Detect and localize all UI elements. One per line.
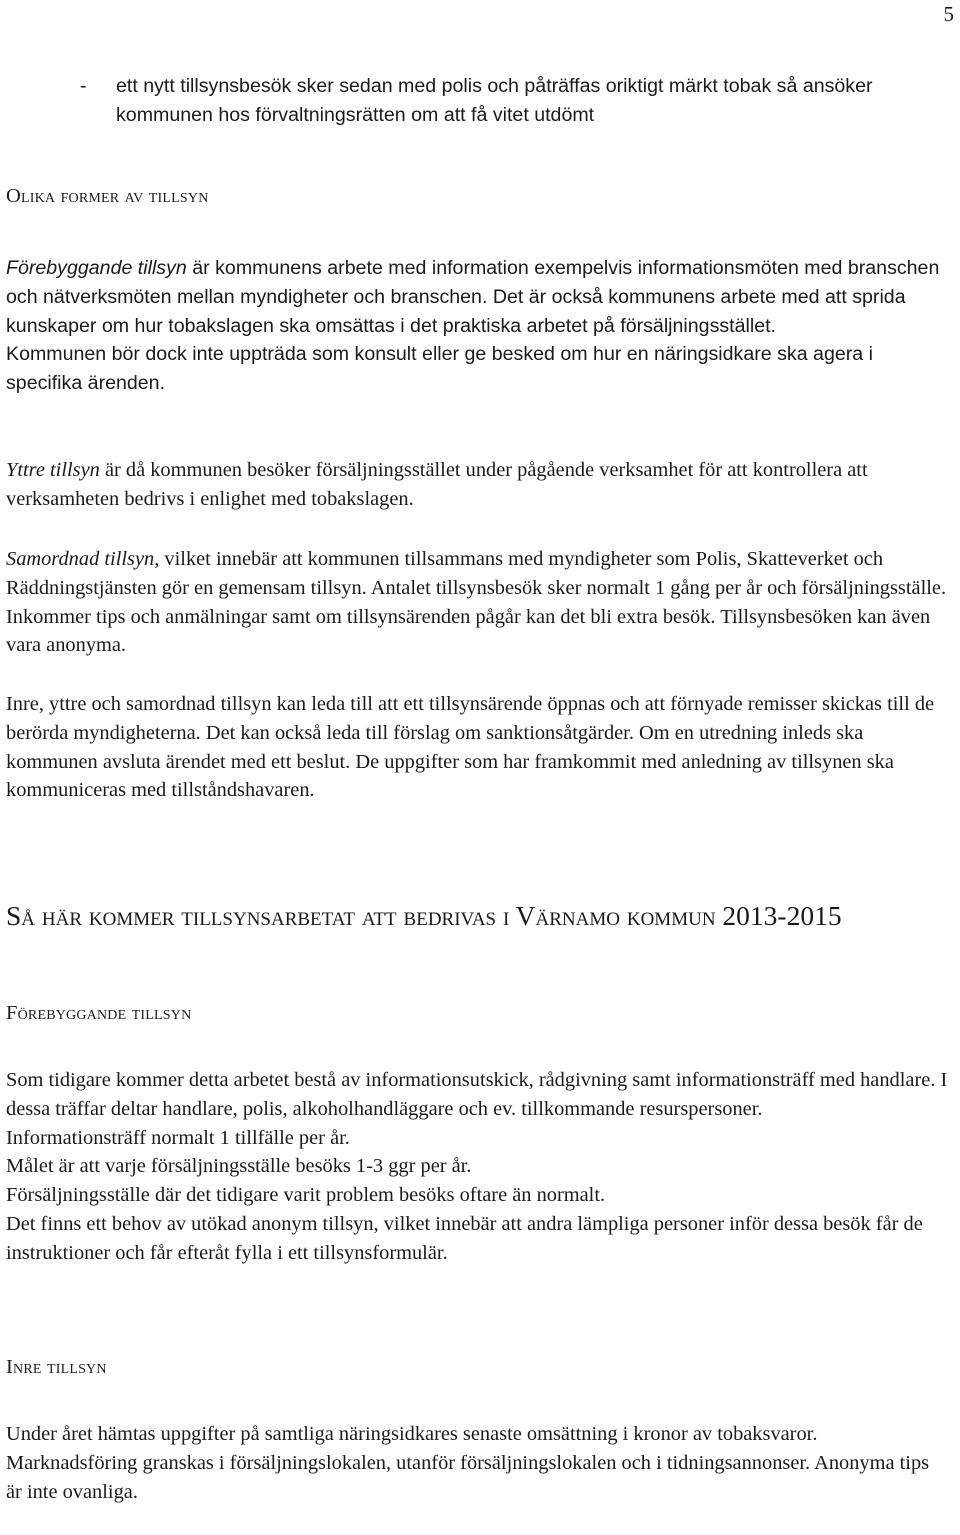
forebyggande-heading: Förebyggande tillsyn <box>6 1002 192 1024</box>
forebyggande-line: Det finns ett behov av utökad anonym tillsyn, vilket innebär att andra lämpliga personer inför dessa besök får de instruktioner och får efteråt fylla i ett tillsynsformulär. <box>6 1212 923 1264</box>
section-heading: Så här kommer tillsynsarbetat att bedrivas i Värnamo kommun 2013-2015 <box>6 900 842 931</box>
olika-paragraph-1 <box>6 254 950 398</box>
forebyggande-line: Informationsträff normalt 1 tillfälle per år. <box>6 1126 350 1149</box>
yttre-desc: är då kommunen besöker försäljningsstället under pågående verksamhet för att kontrollera att verksamheten bedrivs i enlighet med tobakslagen. <box>6 459 868 510</box>
inre-yttre-paragraph <box>6 690 950 805</box>
forebyggande-term: Förebyggande tillsyn <box>6 257 187 279</box>
bullet-dash: - <box>80 75 87 97</box>
forebyggande-body <box>6 1066 950 1268</box>
forebyggande-line: Som tidigare kommer detta arbetet bestå av informationsutskick, rådgivning samt informationsträff med handlare. I dessa träffar deltar handlare, polis, alkoholhandläggare och ev. tillkommande resurspersoner. <box>6 1069 948 1120</box>
inre-yttre-text: Inre, yttre och samordnad tillsyn kan leda till att ett tillsynsärende öppnas och att förnyade remisser skickas till de berörda myndigheterna. Det kan också leda till förslag om sanktionsåtgärder. Om en utredning inleds ska kommunen avsluta ärendet med ett beslut. De uppgifter som har framkommit med anledning av tillsynen ska kommuniceras med tillståndshavaren. <box>6 693 935 802</box>
forebyggande-line: Målet är att varje försäljningsställe besöks 1-3 ggr per år. <box>6 1155 472 1178</box>
samordnad-desc: , vilket innebär att kommunen tillsammans med myndigheter som Polis, Skatteverket och Räddningstjänsten gör en gemensam tillsyn. Antalet tillsynsbesök sker normalt 1 gång per år och försäljningsställe. Inkommer tips och anmälningar samt om tillsynsärenden pågår kan det bli extra besök. Tillsynsbesöken kan även vara anonyma. <box>6 548 947 657</box>
yttre-term: Yttre tillsyn <box>6 459 100 481</box>
samordnad-term: Samordnad tillsyn <box>6 548 155 570</box>
olika-paragraph-2: Kommunen bör dock inte uppträda som konsult eller ge besked om hur en näringsidkare ska agera i specifika ärenden. <box>6 343 873 395</box>
inre-line: Marknadsföring granskas i försäljningslokalen, utanför försäljningslokalen och i tidningsannonser. Anonyma tips är inte ovanliga. <box>6 1451 930 1503</box>
yttre-paragraph <box>6 456 950 514</box>
inre-line: Under året hämtas uppgifter på samtliga näringsidkares senaste omsättning i kronor av tobaksvaror. <box>6 1423 818 1445</box>
page-number: 5 <box>943 2 954 26</box>
olika-heading: Olika former av tillsyn <box>6 185 209 207</box>
inre-heading: Inre tillsyn <box>6 1356 107 1378</box>
forebyggande-line: Försäljningsställe där det tidigare varit problem besöks oftare än normalt. <box>6 1184 606 1207</box>
bullet-text: ett nytt tillsynsbesök sker sedan med polis och påträffas oriktigt märkt tobak så ansöker kommunen hos förvaltningsrätten om att få vitet utdömt <box>116 75 873 126</box>
forebyggande-desc: är kommunens arbete med information exempelvis informationsmöten med branschen och nätverksmöten mellan myndigheter och branschen. Det är också kommunens arbete med att sprida kunskaper om hur tobakslagen ska omsättas i det praktiska arbetet på försäljningsstället. <box>6 257 940 337</box>
samordnad-paragraph <box>6 545 950 660</box>
inre-body <box>6 1420 950 1506</box>
bullet-item <box>80 72 940 130</box>
